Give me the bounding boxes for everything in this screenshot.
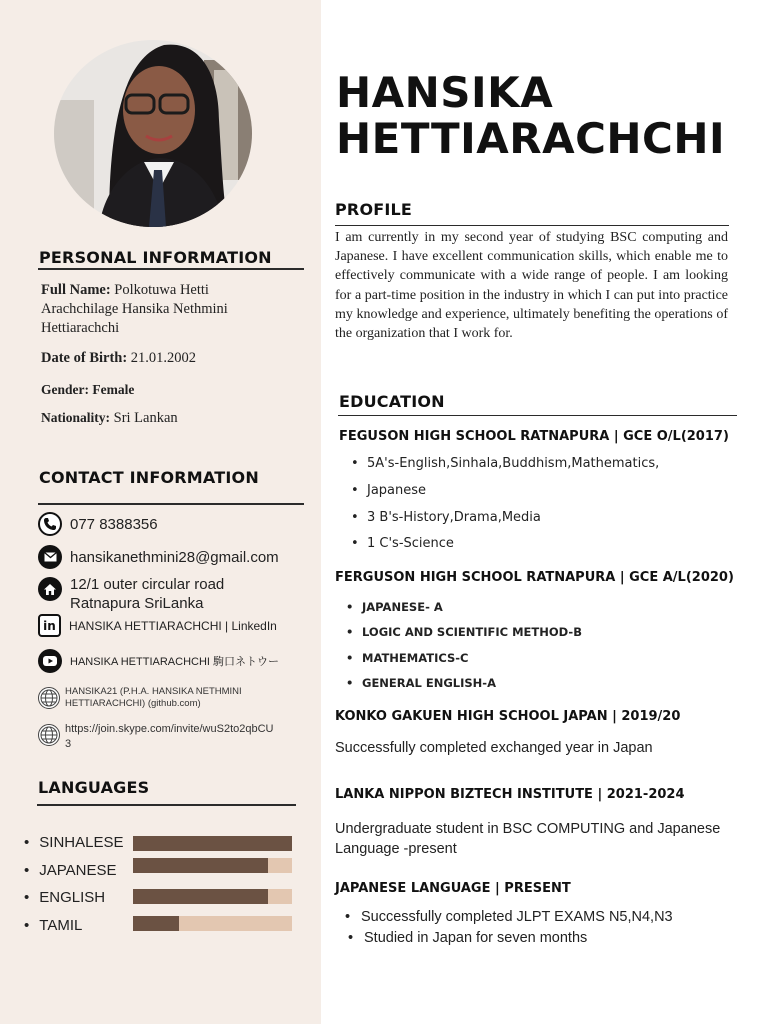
- language-name: • ENGLISH: [24, 889, 105, 906]
- gender-label: Gender:: [41, 382, 89, 397]
- divider: [38, 503, 304, 505]
- al-item: • MATHEMATICS-C: [362, 651, 469, 665]
- lanka-line1: Undergraduate student in BSC COMPUTING and Japanese: [335, 821, 721, 837]
- jp-item: • Successfully completed JLPT EXAMS N5,N4,N3: [361, 907, 673, 927]
- skype-link-line2[interactable]: 3: [65, 738, 72, 750]
- full-name-line1: [41, 281, 209, 300]
- linkedin-icon: in: [38, 614, 61, 637]
- language-level-fill: [133, 836, 292, 851]
- youtube-row: [38, 649, 279, 673]
- contact-info-title: CONTACT INFORMATION: [39, 468, 259, 487]
- linkedin-row: [38, 614, 277, 637]
- full-name-label: Full Name:: [41, 282, 111, 298]
- nationality-value: Sri Lankan: [113, 410, 178, 426]
- ol-item: • 3 B's-History,Drama,Media: [367, 510, 541, 525]
- email-link[interactable]: hansikanethmini28@gmail.com: [70, 548, 279, 566]
- ol-item-cont: • Japanese: [367, 483, 426, 498]
- skype-row: [38, 722, 274, 752]
- full-name-line3: Hettiarachchi: [41, 320, 120, 336]
- divider: [37, 804, 296, 806]
- dob-value: 21.01.2002: [130, 350, 197, 366]
- address-line1: 12/1 outer circular road: [70, 576, 225, 593]
- home-icon: [38, 577, 62, 601]
- lanka-line2: Language -present: [335, 841, 457, 857]
- phone-icon: [38, 512, 62, 536]
- lanka-heading: LANKA NIPPON BIZTECH INSTITUTE | 2021-2024: [335, 787, 685, 802]
- email-icon: [38, 545, 62, 569]
- globe-icon: [38, 687, 60, 709]
- jp-heading: JAPANESE LANGUAGE | PRESENT: [335, 881, 571, 896]
- candidate-name: [336, 70, 725, 162]
- al-item: • LOGIC AND SCIENTIFIC METHOD-B: [362, 625, 582, 639]
- language-name: • TAMIL: [24, 917, 82, 934]
- konko-text: Successfully completed exchanged year in Japan: [335, 740, 653, 756]
- al-heading: FERGUSON HIGH SCHOOL RATNAPURA | GCE A/L(2020): [335, 570, 734, 585]
- personal-info-title: PERSONAL INFORMATION: [39, 248, 272, 267]
- dob-label: Date of Birth:: [41, 350, 128, 366]
- full-name-line2: Arachchilage Hansika Nethmini: [41, 301, 228, 317]
- divider: [335, 225, 729, 226]
- language-level-bar: [133, 836, 292, 851]
- language-level-fill: [133, 889, 268, 904]
- al-item: • JAPANESE- A: [362, 600, 443, 614]
- name-line1: HANSIKA: [336, 68, 554, 117]
- ol-item: • 5A's-English,Sinhala,Buddhism,Mathematics,: [367, 456, 659, 471]
- divider: [338, 415, 737, 416]
- profile-photo: [54, 40, 252, 227]
- language-level-fill: [133, 916, 179, 931]
- nationality-line: [41, 408, 178, 428]
- nationality-label: Nationality:: [41, 410, 110, 425]
- github-link-line2[interactable]: HETTIARACHCHI) (github.com): [65, 698, 201, 709]
- language-level-bar: [133, 858, 292, 873]
- globe-icon: [38, 724, 60, 746]
- phone-row: [38, 512, 158, 536]
- email-row: [38, 545, 279, 569]
- divider: [38, 268, 304, 270]
- phone-number: 077 8388356: [70, 515, 158, 533]
- languages-title: LANGUAGES: [38, 778, 150, 797]
- name-line2: HETTIARACHCHI: [336, 114, 726, 163]
- gender-value: Female: [92, 382, 135, 397]
- skype-link-line1[interactable]: https://join.skype.com/invite/wuS2to2qbCU: [65, 723, 274, 735]
- ol-item: • 1 C's-Science: [367, 536, 454, 551]
- dob-line: [41, 349, 196, 368]
- profile-title: PROFILE: [335, 200, 413, 219]
- address-line2: Ratnapura SriLanka: [70, 595, 204, 612]
- education-title: EDUCATION: [339, 392, 445, 411]
- github-row: [38, 686, 242, 710]
- profile-text: I am currently in my second year of studying BSC computing and Japanese. I have excellent communication skills, which enable me to effectively communicate with a wide range of people. I am looking for a part-time position in the industry in which I can put into practice my knowledge and experience, ultimately benefiting the operations of the organization that I work for.: [335, 230, 728, 342]
- youtube-icon: [38, 649, 62, 673]
- language-level-bar: [133, 916, 292, 931]
- ol-heading: FEGUSON HIGH SCHOOL RATNAPURA | GCE O/L(2017): [339, 429, 729, 444]
- language-level-bar: [133, 889, 292, 904]
- jp-item: • Studied in Japan for seven months: [364, 928, 587, 948]
- language-name: • JAPANESE: [24, 862, 117, 879]
- full-name-value: Polkotuwa Hetti: [114, 282, 209, 298]
- language-name: • SINHALESE: [24, 834, 123, 851]
- language-level-fill: [133, 858, 268, 873]
- github-link-line1[interactable]: HANSIKA21 (P.H.A. HANSIKA NETHMINI: [65, 686, 242, 697]
- gender-line: [41, 380, 134, 399]
- address-row: [38, 575, 224, 613]
- linkedin-link[interactable]: HANSIKA HETTIARACHCHI | LinkedIn: [69, 618, 277, 633]
- al-item: • GENERAL ENGLISH-A: [362, 676, 496, 690]
- konko-heading: KONKO GAKUEN HIGH SCHOOL JAPAN | 2019/20: [335, 709, 681, 724]
- sidebar: [0, 0, 321, 1024]
- youtube-link[interactable]: HANSIKA HETTIARACHCHI 駒口ネトウー: [70, 656, 280, 668]
